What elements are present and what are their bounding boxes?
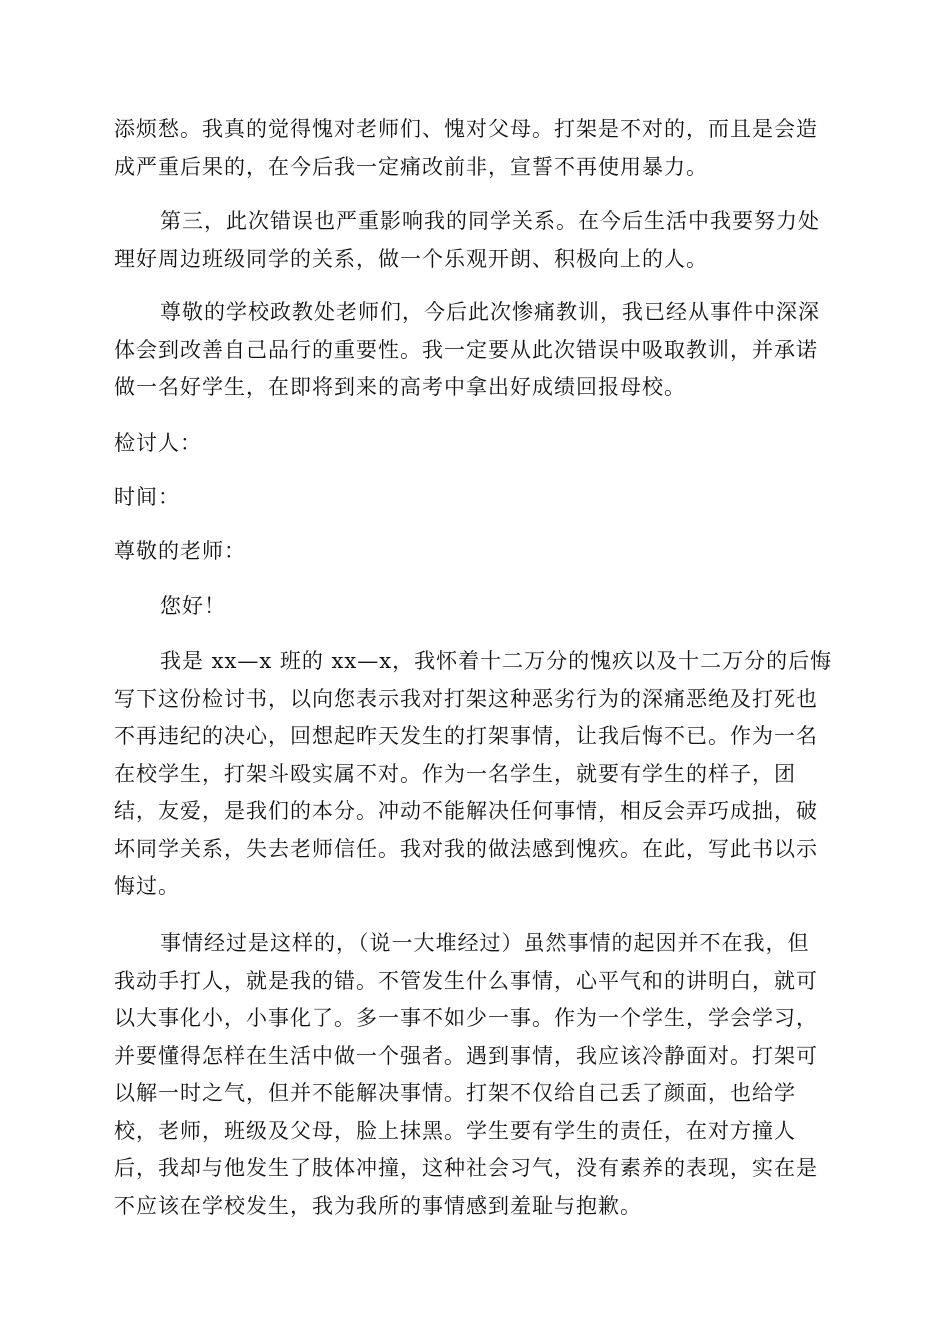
- text-line: 做一名好学生，在即将到来的高考中拿出好成绩回报母校。: [114, 375, 686, 399]
- paragraph-third-point: [114, 203, 834, 278]
- text-line: 事情经过是这样的，（说一大堆经过）虽然事情的起因并不在我，但: [160, 931, 810, 955]
- text-line: 我动手打人，就是我的错。不管发生什么事情，心平气和的讲明白，就可: [114, 968, 818, 993]
- text-line: 第三，此次错误也严重影响我的同学关系。在今后生活中我要努力处: [160, 209, 820, 233]
- text-line: 尊敬的学校政教处老师们，今后此次惨痛教训，我已经从事件中深深: [160, 300, 820, 324]
- text-line: 校，老师，班级及父母，脸上抹黑。学生要有学生的责任，在对方撞人: [114, 1118, 796, 1143]
- text-line: 以大事化小，小事化了。多一事不如少一事。作为一个学生，学会学习，: [114, 1006, 818, 1030]
- text-line: 您好！: [160, 594, 226, 618]
- text-line: 成严重后果的，在今后我一定痛改前非，宣誓不再使用暴力。: [114, 154, 708, 179]
- signature-label: [114, 425, 834, 463]
- paragraph-introduction: [114, 643, 834, 906]
- text-line: 添烦愁。我真的觉得愧对老师们、愧对父母。打架是不对的，而且是会造: [114, 117, 818, 141]
- text-line: 坏同学关系，失去老师信任。我对我的做法感到愧疚。在此，写此书以示: [114, 836, 818, 861]
- text-line: 后，我却与他发生了肢体冲撞，这种社会习气，没有素养的表现，实在是: [114, 1156, 818, 1180]
- date-label: [114, 479, 834, 517]
- paragraph-continuation: [114, 111, 834, 186]
- text-line: 以解一时之气，但并不能解决事情。打架不仅给自己丢了颜面，也给学: [114, 1081, 796, 1105]
- text-line: 不应该在学校发生，我为我所的事情感到羞耻与抱歉。: [114, 1193, 642, 1218]
- text-line: 时间：: [114, 485, 180, 509]
- salutation: [114, 533, 834, 571]
- text-line: 不再违纪的决心，回想起昨天发生的打架事情，让我后悔不已。作为一名: [114, 724, 818, 748]
- text-line: 悔过。: [114, 874, 180, 898]
- text-line: 体会到改善自己品行的重要性。我一定要从此次错误中吸取教训，并承诺: [114, 337, 818, 362]
- text-line: 理好周边班级同学的关系，做一个乐观开朗、积极向上的人。: [114, 246, 708, 271]
- text-line: 写下这份检讨书，以向您表示我对打架这种恶劣行为的深痛恶绝及打死也: [114, 686, 818, 711]
- text-line: 结，友爱，是我们的本分。冲动不能解决任何事情，相反会弄巧成拙，破: [114, 799, 818, 823]
- text-line: 我是 xx—x 班的 xx—x，我怀着十二万分的愧疚以及十二万分的后悔: [160, 649, 833, 673]
- paragraph-incident: [114, 925, 834, 1225]
- text-line: 并要懂得怎样在生活中做一个强者。遇到事情，我应该冷静面对。打架可: [114, 1043, 818, 1068]
- text-line: 尊敬的老师：: [114, 539, 246, 563]
- text-line: 检讨人：: [114, 431, 202, 455]
- greeting: [114, 588, 834, 626]
- paragraph-closing: [114, 294, 834, 407]
- text-line: 在校学生，打架斗殴实属不对。作为一名学生，就要有学生的样子，团: [114, 761, 796, 786]
